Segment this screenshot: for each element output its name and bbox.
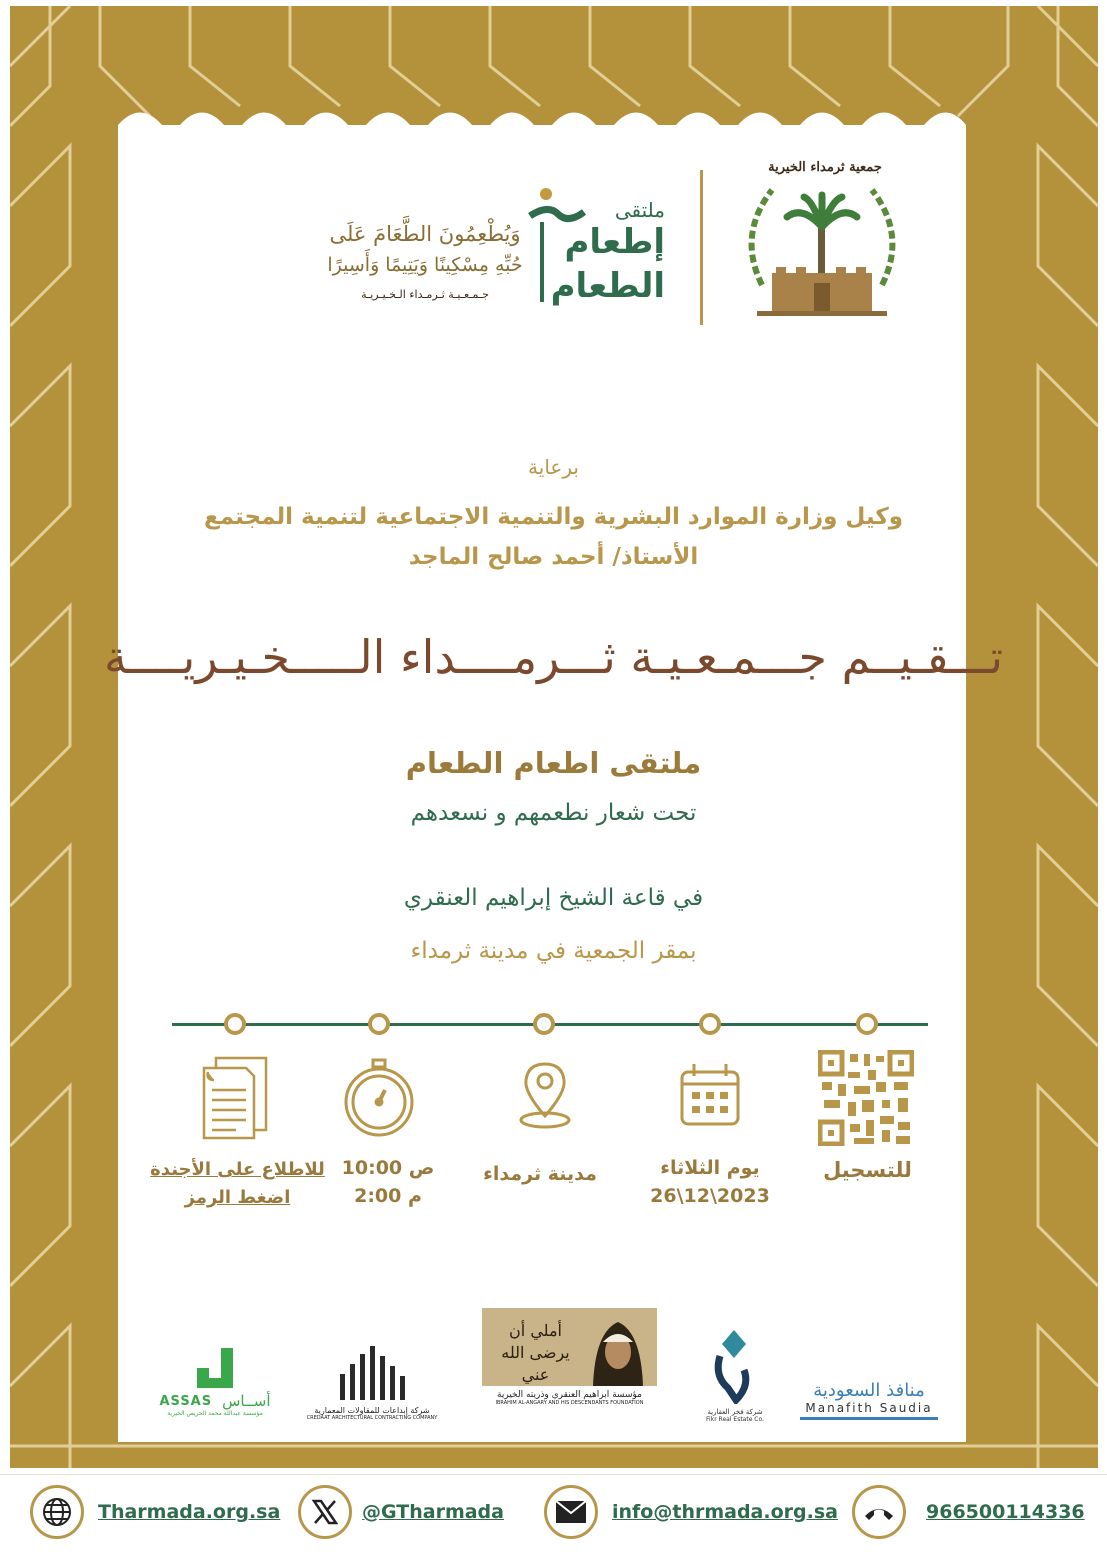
footer-twitter[interactable]: [298, 1484, 504, 1540]
email-link[interactable]: info@thrmada.org.sa: [612, 1501, 838, 1523]
forum-name: ملتقى اطعام الطعام: [405, 746, 702, 780]
header-divider: [700, 170, 703, 325]
sponsor-ibdaat: [305, 1344, 439, 1421]
envelope-icon: [544, 1485, 598, 1539]
globe-icon: [30, 1485, 84, 1539]
document-icon[interactable]: [200, 1054, 270, 1140]
assas-ar: أســاس: [222, 1392, 271, 1410]
forum-logo-line2: الطعام: [550, 266, 665, 306]
angary-quote: أملي أن يرضى الله عني: [501, 1321, 570, 1384]
fakhr-logo-mark: [710, 1326, 760, 1404]
timeline-dot: [368, 1013, 390, 1035]
sponsor-fakhr: [700, 1326, 770, 1423]
agenda-link-line2[interactable]: اضغط الرمز: [184, 1187, 291, 1208]
x-logo-icon: [298, 1485, 352, 1539]
patronage-name: الأستاذ/ أحمد صالح الماجد: [408, 544, 699, 570]
forum-logo-mark: [528, 186, 588, 306]
ibdaat-logo-mark: [332, 1344, 412, 1402]
footer-email[interactable]: [544, 1484, 838, 1540]
seal-arc-text: جمعية ثرمداء الخيرية: [768, 160, 882, 175]
agenda-link-line1[interactable]: للاطلاع على الأجندة: [150, 1159, 325, 1180]
event-day: يوم الثلاثاء: [660, 1157, 760, 1179]
ibdaat-en: CREDAAT ARCHITECTURAL CONTRACTING COMPANY: [306, 1415, 438, 1421]
timeline-dot: [699, 1013, 721, 1035]
timeline-dot: [856, 1013, 878, 1035]
venue-location: بمقر الجمعية في مدينة ثرمداء: [410, 938, 697, 964]
register-label: للتسجيل: [823, 1158, 912, 1182]
calendar-icon: [678, 1062, 742, 1128]
time-am: ص 10:00: [341, 1157, 435, 1179]
verse-line2: حُبِّهِ مِسْكِينًا وَيَتِيمًا وَأَسِيرًا: [327, 254, 523, 276]
website-link[interactable]: Tharmada.org.sa: [98, 1501, 281, 1523]
sponsor-assas: [150, 1344, 280, 1417]
qr-code-icon[interactable]: [818, 1050, 914, 1146]
time-pm: م 2:00: [354, 1185, 422, 1207]
fakhr-en: Fikr Real Estate Co.: [706, 1416, 764, 1423]
angary-photo-banner: [482, 1308, 657, 1386]
venue-hall: في قاعة الشيخ إبراهيم العنقري: [403, 885, 704, 911]
assas-logo-mark: [191, 1344, 239, 1390]
forum-slogan: تحت شعار نطعمهم و نسعدهم: [410, 800, 697, 826]
sponsor-manafith: [800, 1380, 938, 1420]
assas-en: ASSAS: [159, 1393, 213, 1409]
location-pin-icon: [516, 1060, 574, 1130]
footer-website[interactable]: [30, 1484, 280, 1540]
stopwatch-icon: [340, 1058, 418, 1138]
forum-logo-small: ملتقى: [614, 198, 665, 222]
tharmada-society-logo: [732, 155, 912, 325]
main-title: تـــقـيــم جـــمـعـيـة ثـــرمــــداء الـــــخـيـريــــة: [103, 630, 1004, 684]
verse-society: جـمـعـيـة ثـرمـداء الـخـيـريـة: [361, 288, 489, 301]
patronage-label: برعاية: [528, 455, 579, 479]
twitter-link[interactable]: @GTharmada: [362, 1501, 504, 1523]
patronage-title: وكيل وزارة الموارد البشرية والتنمية الاجتماعية لتنمية المجتمع: [203, 504, 903, 530]
invitation-card: [118, 130, 966, 1442]
assas-caption: مؤسسة عبدالله محمد الحريص الخيرية: [167, 1410, 263, 1417]
forum-logo-line1: إطعام: [564, 222, 665, 262]
timeline-dot: [533, 1013, 555, 1035]
event-city: مدينة ثرمداء: [483, 1163, 597, 1185]
sponsor-angary: [482, 1308, 657, 1410]
angary-en: IBRAHIM AL-ANGARY AND HIS DESCENDANTS FOUNDATION: [495, 1400, 644, 1406]
angary-portrait: [585, 1312, 651, 1386]
event-date: 26\12\2023: [650, 1185, 770, 1207]
phone-link[interactable]: 966500114336: [926, 1501, 1085, 1523]
manafith-ar: منافذ السعودية: [813, 1380, 925, 1401]
fakhr-caption: شركة فخر العقارية: [707, 1408, 763, 1416]
ibdaat-ar: شركة إبداعات للمقاولات المعمارية: [314, 1406, 430, 1415]
timeline-dot: [224, 1013, 246, 1035]
verse-line1: وَيُطْعِمُونَ الطَّعَامَ عَلَى: [329, 222, 521, 246]
angary-ar: مؤسسة ابراهيم العنقري وذريته الخيرية: [497, 1390, 642, 1400]
footer-phone[interactable]: [852, 1484, 1085, 1540]
manafith-en: Manafith Saudia: [800, 1401, 938, 1420]
phone-icon: [852, 1485, 906, 1539]
